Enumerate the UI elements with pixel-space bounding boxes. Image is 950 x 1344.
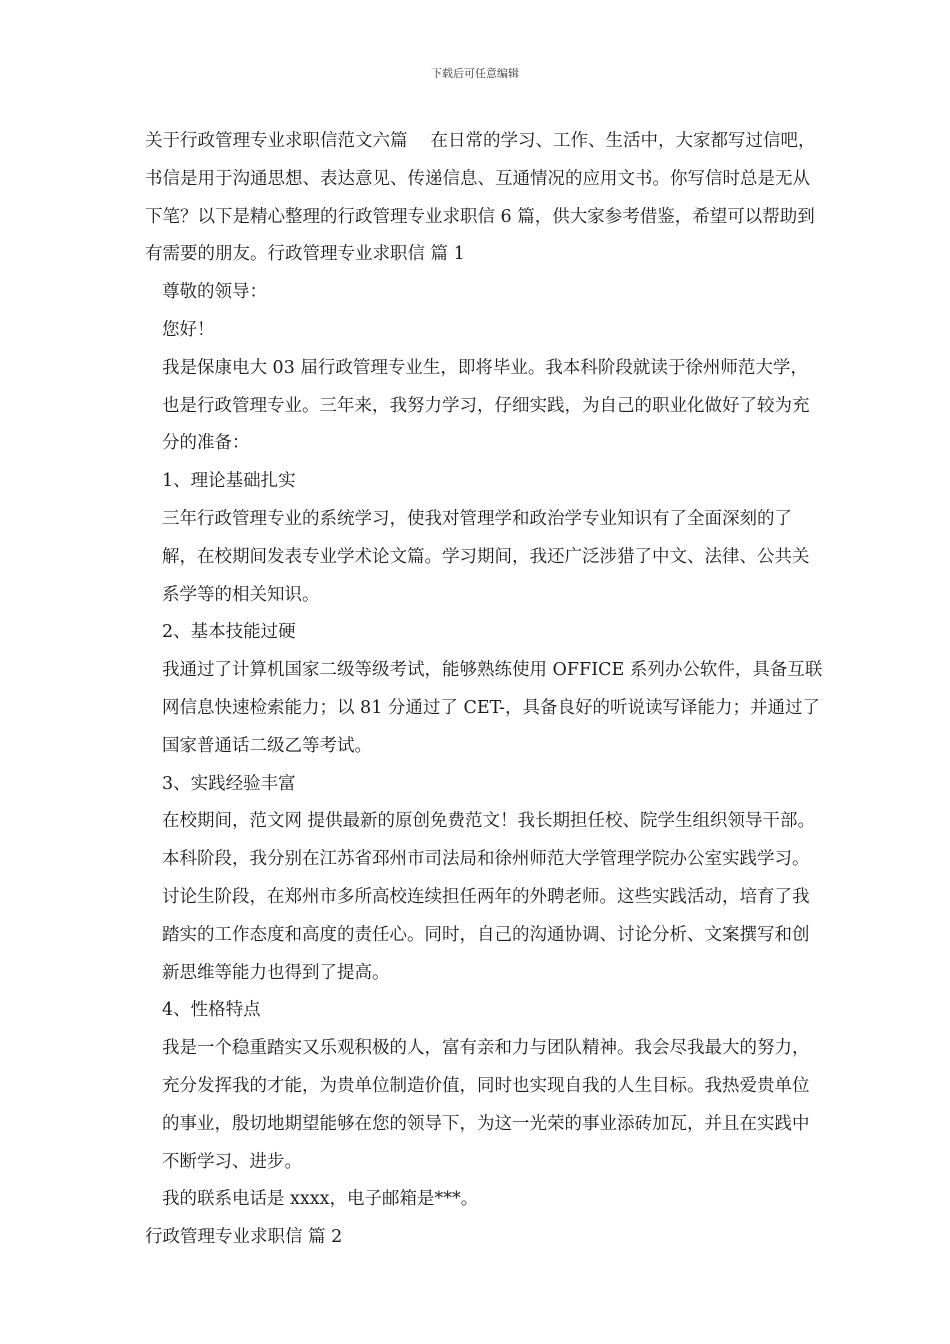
section-heading: 4、性格特点 xyxy=(162,1000,261,1021)
section-heading: 1、理论基础扎实 xyxy=(162,471,296,492)
intro-paragraph: 关于行政管理专业求职信范文六篇 在日常的学习、工作、生活中，大家都写过信吧，书信是用于沟通思想、表达意见、传递信息、互通情况的应用文书。你写信时总是无从下笔？以下是精心整理的行政管理专业求职信 6 篇，供大家参考借鉴，希望可以帮助到有需要的朋友。行政管理专业求职信 篇 1 xyxy=(145,131,816,265)
contact-paragraph: 我的联系电话是 xxxx，电子邮箱是***。 xyxy=(162,1189,479,1210)
page-header: 下载后可任意编辑 xyxy=(431,67,519,80)
section-heading: 3、实践经验丰富 xyxy=(162,773,296,794)
body-paragraph: 三年行政管理专业的系统学习，使我对管理学和政治学专业知识有了全面深刻的了解，在校期间发表专业学术论文篇。学习期间，我还广泛涉猎了中文、法律、公共关系学等的相关知识。 xyxy=(162,508,810,605)
letter-title: 行政管理专业求职信 篇 2 xyxy=(145,1227,343,1248)
document-body xyxy=(145,123,825,1257)
salutation: 尊敬的领导： xyxy=(162,282,267,303)
section-heading: 2、基本技能过硬 xyxy=(162,622,296,643)
body-paragraph: 我通过了计算机国家二级等级考试，能够熟练使用 OFFICE 系列办公软件，具备互联网信息快速检索能力；以 81 分通过了 CET-，具备良好的听说读写译能力；并通过了国家普通话二级乙等考试。 xyxy=(162,660,823,756)
body-paragraph: 在校期间，范文网 提供最新的原创免费范文！我长期担任校、院学生组织领导干部。本科阶段，我分别在江苏省邳州市司法局和徐州师范大学管理学院办公室实践学习。讨论生阶段，在郑州市多所高校连续担任两年的外聘老师。这些实践活动，培育了我踏实的工作态度和高度的责任心。同时，自己的沟通协调、讨论分析、文案撰写和创新思维等能力也得到了提高。 xyxy=(162,811,816,983)
body-paragraph: 我是一个稳重踏实又乐观积极的人，富有亲和力与团队精神。我会尽我最大的努力，充分发挥我的才能，为贵单位制造价值，同时也实现自我的人生目标。我热爱贵单位的事业，殷切地期望能够在您的领导下，为这一光荣的事业添砖加瓦，并且在实践中不断学习、进步。 xyxy=(162,1038,810,1172)
body-paragraph: 我是保康电大 03 届行政管理专业生，即将毕业。我本科阶段就读于徐州师范大学，也是行政管理专业。三年来，我努力学习，仔细实践，为自己的职业化做好了较为充分的准备： xyxy=(162,357,810,454)
greeting: 您好！ xyxy=(162,319,215,340)
